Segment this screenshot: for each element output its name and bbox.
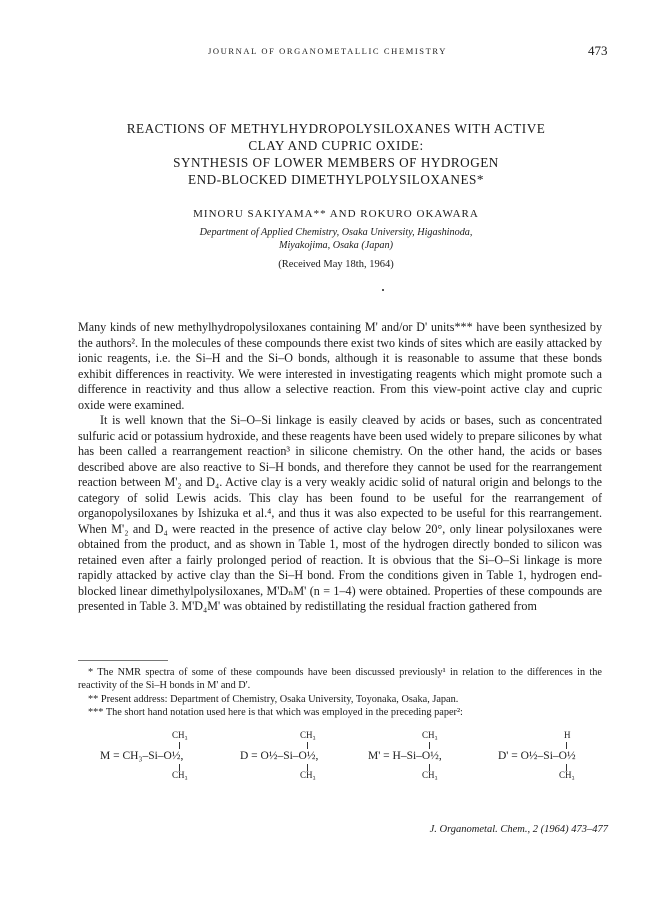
formula-bottom: CH₃ [559, 770, 575, 780]
footnotes [78, 666, 602, 719]
affiliation-line: Miyakojima, Osaka (Japan) [278, 240, 393, 251]
formula-bottom: CH₃ [422, 770, 438, 780]
formula-top: CH₃ [300, 730, 316, 740]
formula-m-prime [368, 730, 488, 782]
journal-citation: J. Organometal. Chem., 2 (1964) 473–477 [429, 824, 608, 835]
structural-formulas [100, 730, 600, 782]
formula-expression: D' = O½–Si–O½ [498, 750, 576, 762]
title-line: REACTIONS OF METHYLHYDROPOLYSILOXANES WITH ACTIVE [126, 121, 546, 136]
received-date: (Received May 18th, 1964) [278, 259, 394, 270]
formula-expression: M' = H–Si–O½ [368, 750, 439, 762]
formula-d [240, 730, 360, 782]
formula-punct: , [315, 750, 319, 762]
footnote: ** Present address: Department of Chemistry, Osaka University, Toyonaka, Osaka, Japan. [88, 693, 459, 705]
formula-expression: M = CH₃–Si–O½ [100, 750, 181, 762]
affiliation-line: Department of Applied Chemistry, Osaka University, Higashinoda, [199, 227, 473, 238]
bond-line [179, 742, 180, 749]
title-line: END-BLOCKED DIMETHYLPOLYSILOXANES* [188, 172, 484, 187]
formula-d-prime [498, 730, 608, 782]
title-line: SYNTHESIS OF LOWER MEMBERS OF HYDROGEN [173, 155, 499, 170]
author-list: MINORU SAKIYAMA** AND ROKURO OKAWARA [193, 208, 479, 220]
article-body [78, 320, 602, 615]
journal-name: JOURNAL OF ORGANOMETALLIC CHEMISTRY [208, 46, 447, 56]
article-title [60, 120, 612, 188]
body-paragraph: Many kinds of new methylhydropolysiloxanes containing M' and/or D' units*** have been synthesized by the authors². In the molecules of these compounds there exist two kinds of sites which are easily attacked by ionic reagents, i.e. the Si–H and the Si–O bonds, although it is reasonable to assume that these bonds exhibit differences in reactivity. We were interested in investigating reagents which might promote such a difference in reactivity and thus allow a selective reaction. From this view-point active clay and cupric oxide were examined. [78, 320, 602, 412]
formula-bottom: CH₃ [300, 770, 316, 780]
formula-top: CH₃ [172, 730, 188, 740]
formula-bottom: CH₃ [172, 770, 188, 780]
formula-punct: , [180, 750, 184, 762]
bond-line [429, 742, 430, 749]
bond-line [307, 742, 308, 749]
footnote-rule [78, 660, 168, 661]
separator-dot [382, 289, 384, 291]
bond-line [566, 742, 567, 749]
formula-punct: , [438, 750, 442, 762]
page-number: 473 [588, 43, 608, 58]
body-paragraph: It is well known that the Si–O–Si linkage is easily cleaved by acids or bases, such as concentrated sulfuric acid or potassium hydroxide, and these reagents have been used widely to prepare silicones by what has been called a rearrangement reaction³ in silicone chemistry. On the other hand, the acids or bases described above are also reactive to Si–H bonds, and therefore they cannot be used for the rearrangement reaction between M'₂ and D₄. Active clay is a very weakly acidic solid of natural origin and belongs to the category of solid Lewis acids. This clay has been found to be useful for the rearrangement of organopolysiloxanes by Ishizuka et al.⁴, and thus it was also expected to be useful for this rearrangement. When M'₂ and D₄ were reacted in the presence of active clay below 20°, only linear polysiloxanes were obtained from the product, and as shown in Table 1, most of the hydrogen directly bonded to silicon was retained even after a fairly prolonged period of reaction. It is obvious that the Si–O–Si linkage is more rapidly attacked by active clay than the Si–H bond. From the conditions given in Table 1, hydrogen end-blocked linear dimethylpolysiloxanes, M'DₙM' (n = 1–4) were obtained. Properties of these compounds are presented in Table 3. M'D₄M' was obtained by redistillating the residual fraction gathered from [78, 413, 602, 613]
formula-m [100, 730, 230, 782]
affiliation [90, 226, 582, 252]
formula-expression: D = O½–Si–O½ [240, 750, 316, 762]
footnote: * The NMR spectra of some of these compounds have been discussed previously¹ in relation to the differences in the reactivity of the Si–H bonds in M' and D'. [78, 667, 602, 692]
footnote: *** The short hand notation used here is that which was employed in the preceding paper²: [88, 706, 463, 718]
title-line: CLAY AND CUPRIC OXIDE: [248, 138, 424, 153]
formula-top: H [564, 730, 571, 740]
formula-top: CH₃ [422, 730, 438, 740]
